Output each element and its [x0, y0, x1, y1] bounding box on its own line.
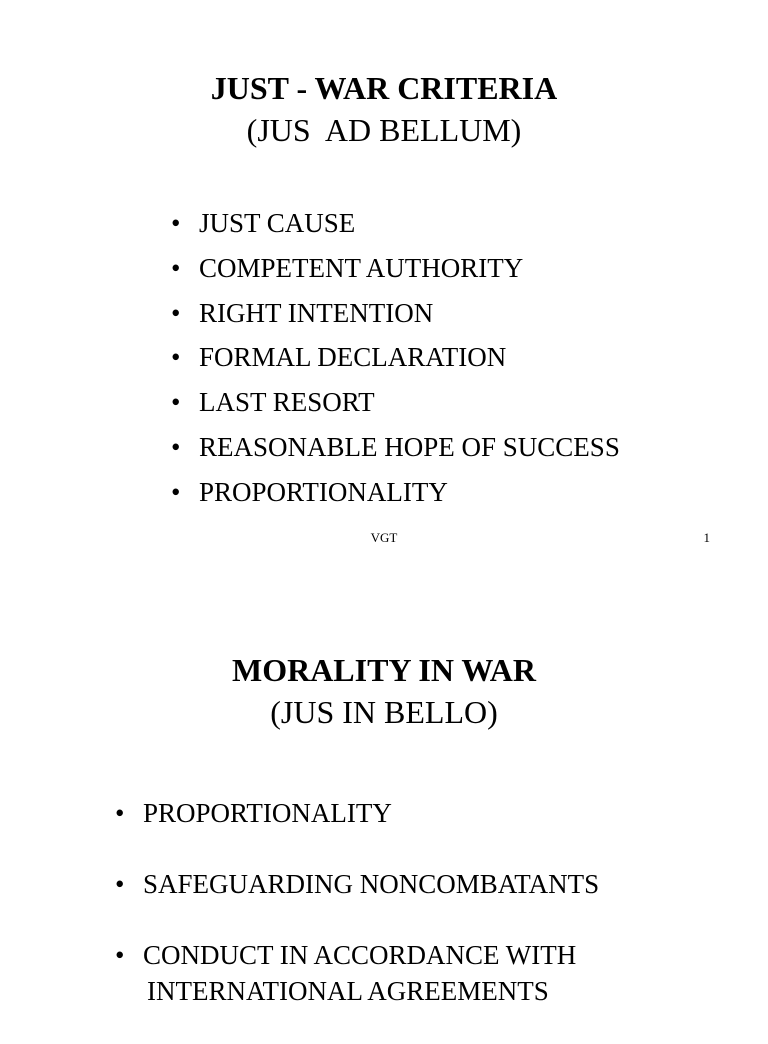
bullet-icon: •	[115, 869, 125, 899]
list-item	[171, 474, 620, 519]
slide-2	[0, 600, 768, 1024]
list-item	[115, 866, 663, 902]
list-item	[171, 205, 620, 250]
slide-1-title: JUST - WAR CRITERIA	[210, 70, 558, 106]
slide-1-subtitle-text: (JUS AD BELLUM)	[246, 112, 522, 148]
list-item	[171, 429, 620, 474]
slide-1-subtitle	[0, 112, 768, 148]
bullet-icon: •	[171, 252, 181, 283]
slide-2-subtitle: (JUS IN BELLO)	[270, 694, 498, 730]
list-item-label: SAFEGUARDING NONCOMBATANTS	[143, 869, 600, 899]
list-item	[171, 384, 620, 429]
morality-list	[115, 795, 663, 1044]
bullet-icon: •	[171, 208, 181, 238]
list-item-label: LAST RESORT	[199, 387, 375, 418]
list-item-label: PROPORTIONALITY	[199, 476, 448, 507]
list-item	[171, 250, 620, 295]
bullet-icon: •	[171, 342, 181, 373]
bullet-icon: •	[115, 940, 125, 970]
list-item	[115, 937, 663, 1009]
bullet-icon: •	[171, 476, 181, 507]
list-item	[115, 795, 663, 831]
list-item-label: RIGHT INTENTION	[199, 297, 434, 328]
list-item-label: COMPETENT AUTHORITY	[199, 252, 524, 283]
bullet-icon: •	[171, 431, 181, 462]
bullet-icon: •	[171, 297, 181, 328]
list-item	[171, 339, 620, 384]
page-number: 1	[703, 530, 710, 545]
criteria-list	[171, 205, 620, 519]
list-item-label: PROPORTIONALITY	[143, 798, 392, 828]
list-item-label: JUST CAUSE	[199, 208, 356, 238]
list-item-label: REASONABLE HOPE OF SUCCESS	[199, 431, 620, 462]
slide-footer: VGT	[370, 530, 398, 545]
list-item-label: FORMAL DECLARATION	[199, 342, 507, 373]
bullet-icon: •	[171, 387, 181, 418]
list-item	[171, 295, 620, 340]
slide-2-title: MORALITY IN WAR	[231, 652, 537, 688]
list-item-label-line-1: CONDUCT IN ACCORDANCE WITH	[143, 940, 577, 970]
bullet-icon: •	[115, 798, 125, 828]
list-item-label-line-2: INTERNATIONAL AGREEMENTS	[147, 976, 549, 1006]
